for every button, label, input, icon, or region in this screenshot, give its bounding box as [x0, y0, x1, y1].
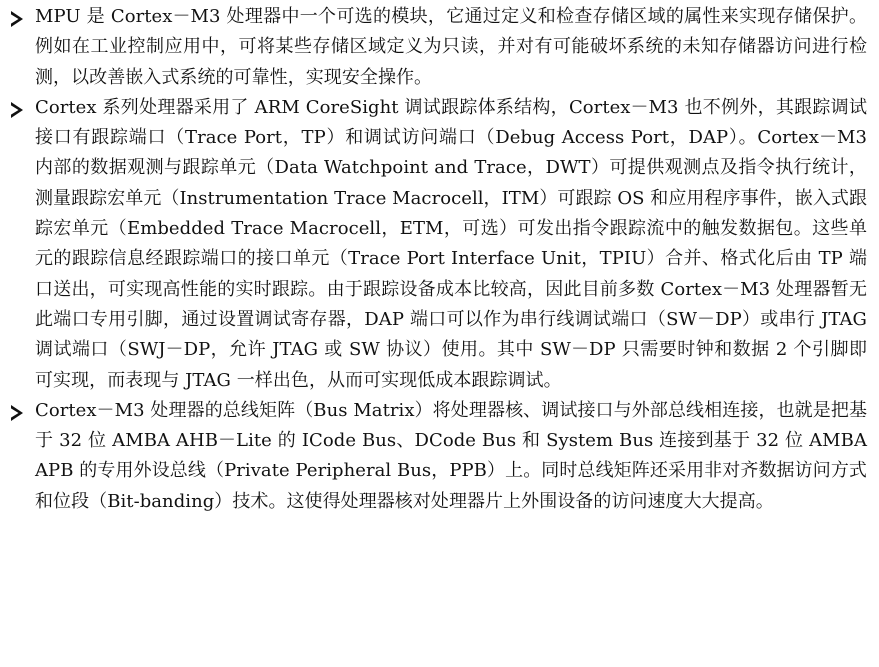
triangle-bullet-icon — [8, 8, 26, 30]
bullet-paragraph-mpu — [8, 2, 867, 93]
paragraph-text: MPU 是 Cortex－M3 处理器中一个可选的模块，它通过定义和检查存储区域的属性来实现存储保护。例如在工业控制应用中，可将某些存储区域定义为只读，并对有可能破坏系统的未知存储器访问进行检测，以改善嵌入式系统的可靠性，实现安全操作。 — [35, 6, 867, 88]
triangle-bullet-icon — [8, 402, 26, 424]
paragraph-text: Cortex－M3 处理器的总线矩阵（Bus Matrix）将处理器核、调试接口与外部总线相连接，也就是把基于 32 位 AMBA AHB－Lite 的 ICode Bus、DCode Bus 和 System Bus 连接到基于 32 位 AMBA APB 的专用外设总线（Private Peripheral Bus，PPB）上。同时总线矩阵还采用非对齐数据访问方式和位段（Bit-banding）技术。这使得处理器核对处理器片上外围设备的访问速度大大提高。 — [35, 399, 867, 512]
bullet-paragraph-coresight — [8, 93, 867, 396]
triangle-bullet-icon — [8, 99, 26, 121]
bullet-paragraph-bus-matrix — [8, 396, 867, 517]
paragraph-text: Cortex 系列处理器采用了 ARM CoreSight 调试跟踪体系结构，Cortex－M3 也不例外，其跟踪调试接口有跟踪端口（Trace Port，TP）和调试访问端口（Debug Access Port，DAP）。Cortex－M3 内部的数据观测与跟踪单元（Data Watchpoint and Trace，DWT）可提供观测点及指令执行统计，测量跟踪宏单元（Instrumentation Trace Macrocell，ITM）可跟踪 OS 和应用程序事件，嵌入式跟踪宏单元（Embedded Trace Macrocell，ETM，可选）可发出指令跟踪流中的触发数据包。这些单元的跟踪信息经跟踪端口的接口单元（Trace Port Interface Unit，TPIU）合并、格式化后由 TP 端口送出，可实现高性能的实时跟踪。由于跟踪设备成本比较高，因此目前多数 Cortex－M3 处理器暂无此端口专用引脚，通过设置调试寄存器，DAP 端口可以作为串行线调试端口（SW－DP）或串行 JTAG 调试端口（SWJ－DP，允许 JTAG 或 SW 协议）使用。其中 SW－DP 只需要时钟和数据 2 个引脚即可实现，而表现与 JTAG 一样出色，从而可实现低成本跟踪调试。 — [35, 96, 867, 391]
